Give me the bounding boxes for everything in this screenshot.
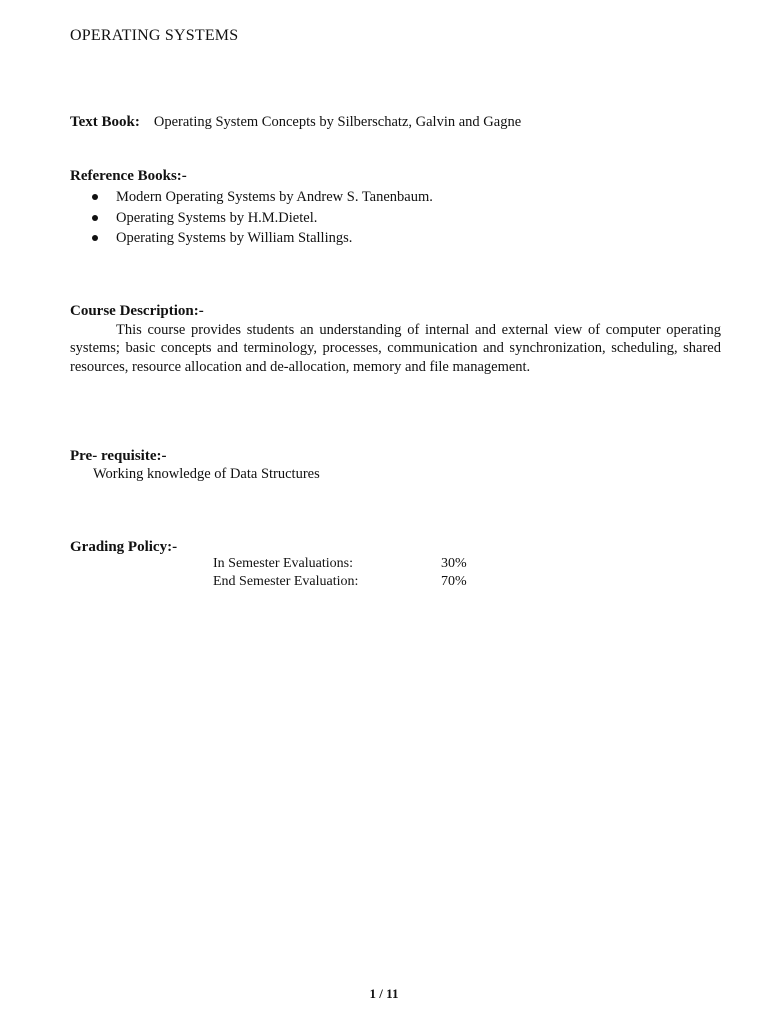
- bullet-icon: [92, 194, 98, 200]
- bullet-icon: [92, 215, 98, 221]
- reference-books-list: [92, 187, 433, 249]
- prerequisite-heading: Pre- requisite:-: [70, 448, 167, 464]
- grading-row: [213, 556, 467, 572]
- grading-row-label: End Semester Evaluation:: [213, 574, 359, 589]
- reference-book-text: Operating Systems by William Stallings.: [116, 230, 353, 246]
- bullet-icon: [92, 235, 98, 241]
- textbook-value: Operating System Concepts by Silberschatz, Galvin and Gagne: [153, 114, 522, 130]
- grading-policy-heading: Grading Policy:-: [70, 539, 178, 555]
- grading-row: [213, 574, 467, 590]
- grading-row-label: In Semester Evaluations:: [213, 556, 353, 571]
- reference-books-heading: Reference Books:-: [70, 168, 187, 184]
- list-item: [92, 208, 433, 229]
- reference-book-text: Operating Systems by H.M.Dietel.: [116, 209, 318, 226]
- textbook-label: Text Book:: [70, 114, 140, 130]
- list-item: [92, 228, 433, 249]
- document-title: OPERATING SYSTEMS: [70, 27, 239, 44]
- list-item: [92, 187, 433, 208]
- grading-row-value: 30%: [441, 556, 467, 571]
- course-description-heading: Course Description:-: [70, 303, 204, 319]
- textbook-row: [70, 114, 521, 131]
- grading-row-value: 70%: [441, 574, 467, 589]
- reference-book-text: Modern Operating Systems by Andrew S. Tanenbaum.: [116, 189, 433, 205]
- prerequisite-text: Working knowledge of Data Structures: [93, 466, 320, 482]
- page-number: 1 / 11: [369, 986, 399, 1001]
- course-description-text: This course provides students an understanding of internal and external view of computer operating systems; basic concepts and terminology, processes, communication and synchronization, scheduling, shared resources, resource allocation and de-allocation, memory and file management.: [70, 322, 721, 375]
